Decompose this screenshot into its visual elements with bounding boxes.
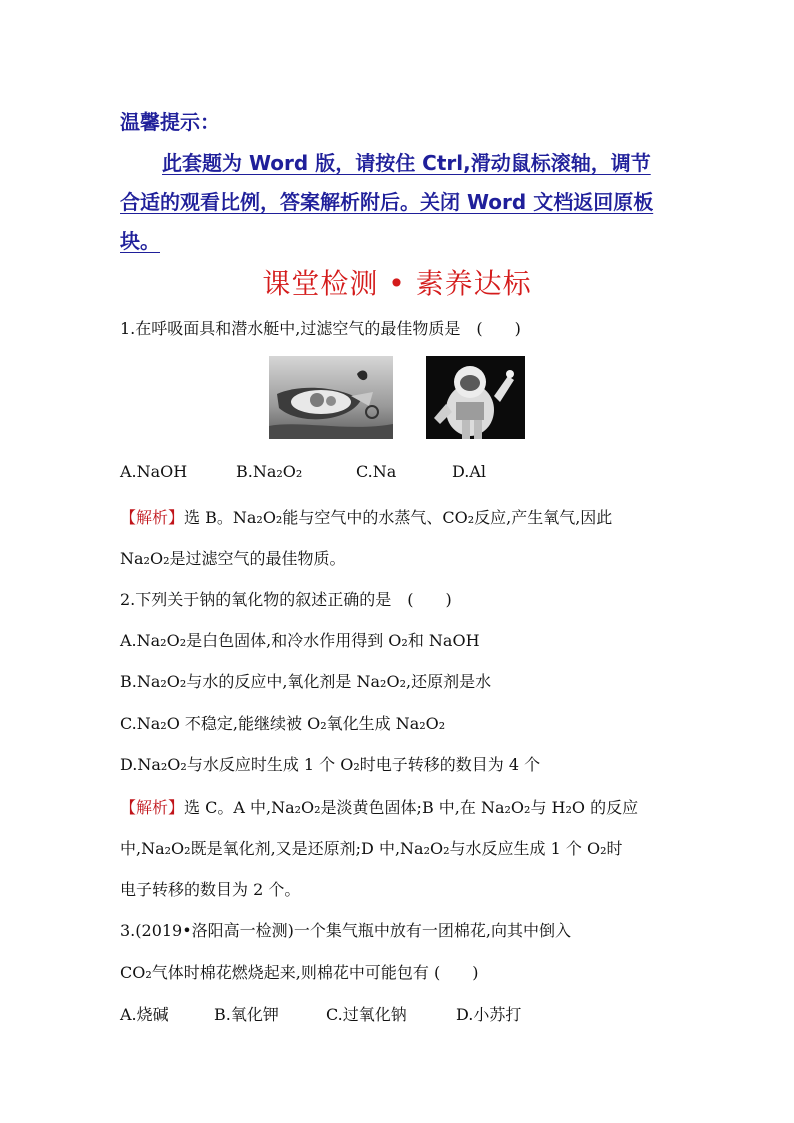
q2-option-a: A.Na₂O₂是白色固体,和冷水作用得到 O₂和 NaOH bbox=[120, 631, 480, 650]
q2-option-c: C.Na₂O 不稳定,能继续被 O₂氧化生成 Na₂O₂ bbox=[120, 714, 446, 733]
q1-option-b: B.Na₂O₂ bbox=[236, 462, 303, 481]
q2-analysis-line2: 中,Na₂O₂既是氧化剂,又是还原剂;D 中,Na₂O₂与水反应生成 1 个 O₂时 bbox=[120, 839, 623, 858]
q2-option-b: B.Na₂O₂与水的反应中,氧化剂是 Na₂O₂,还原剂是水 bbox=[120, 672, 492, 691]
astronaut-image bbox=[426, 356, 525, 439]
q2-stem: 2.下列关于钠的氧化物的叙述正确的是 ( ) bbox=[120, 590, 452, 609]
q1-analysis-text: 选 B。Na₂O₂能与空气中的水蒸气、CO₂反应,产生氧气,因此 bbox=[184, 508, 613, 527]
q2-analysis-text: 选 C。A 中,Na₂O₂是淡黄色固体;B 中,在 Na₂O₂与 H₂O 的反应 bbox=[184, 798, 639, 817]
q1-stem: 1.在呼吸面具和潜水艇中,过滤空气的最佳物质是 ( ) bbox=[120, 319, 521, 338]
q1-option-a: A.NaOH bbox=[120, 462, 188, 481]
q3-stem-line1: 3.(2019•洛阳高一检测)一个集气瓶中放有一团棉花,向其中倒入 bbox=[120, 921, 571, 940]
notice-body bbox=[120, 144, 680, 261]
q3-options bbox=[120, 1002, 521, 1025]
q2-analysis-line3: 电子转移的数目为 2 个。 bbox=[120, 880, 301, 899]
notice-title: 温馨提示： bbox=[120, 110, 220, 134]
q2-option-d: D.Na₂O₂与水反应时生成 1 个 O₂时电子转移的数目为 4 个 bbox=[120, 755, 541, 774]
q1-option-c: C.Na bbox=[356, 462, 397, 481]
notice-line-3: 块。 bbox=[120, 229, 160, 253]
section-title: 课堂检测 • 素养达标 bbox=[262, 267, 532, 300]
notice-line-1: 此套题为 Word 版，请按住 Ctrl,滑动鼠标滚轴，调节 bbox=[162, 151, 651, 175]
q3-option-c: C.过氧化钠 bbox=[326, 1005, 407, 1024]
q1-analysis-line2: Na₂O₂是过滤空气的最佳物质。 bbox=[120, 549, 346, 568]
q1-options bbox=[120, 462, 486, 481]
q1-option-d: D.Al bbox=[452, 462, 487, 481]
q3-option-d: D.小苏打 bbox=[456, 1005, 522, 1024]
notice-line-2: 合适的观看比例，答案解析附后。关闭 Word 文档返回原板 bbox=[120, 190, 654, 214]
analysis-label: 【解析】 bbox=[120, 508, 185, 527]
q3-option-a: A.烧碱 bbox=[120, 1005, 169, 1024]
q3-option-b: B.氧化钾 bbox=[214, 1005, 279, 1024]
q1-analysis-line1 bbox=[120, 505, 612, 528]
q2-analysis-line1 bbox=[120, 795, 638, 818]
q3-stem-line2: CO₂气体时棉花燃烧起来,则棉花中可能包有 ( ) bbox=[120, 963, 479, 982]
analysis-label: 【解析】 bbox=[120, 798, 185, 817]
submarine-image bbox=[269, 356, 393, 439]
